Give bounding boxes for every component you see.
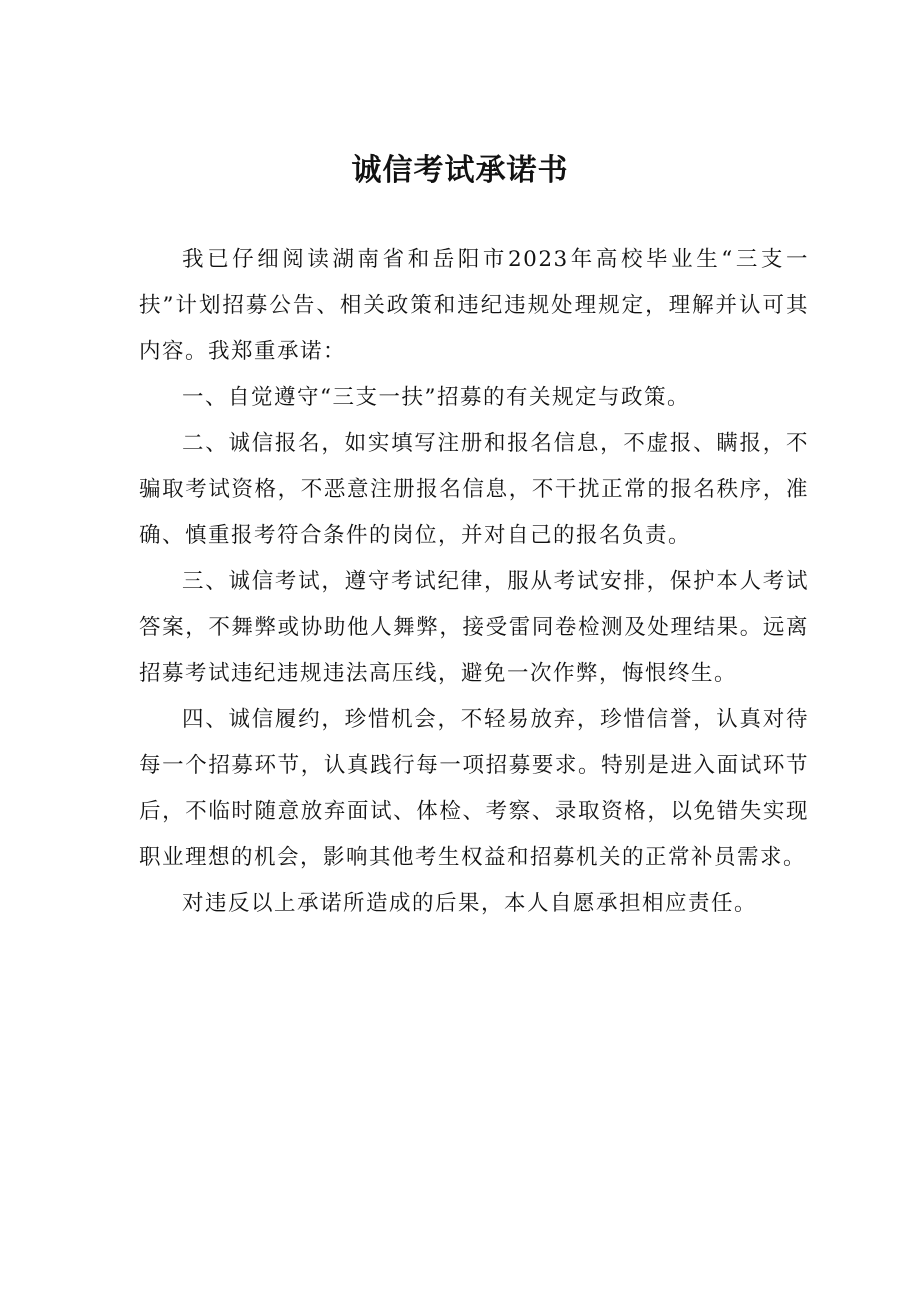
paragraph-pledge-3: 三、诚信考试，遵守考试纪律，服从考试安排，保护本人考试答案，不舞弊或协助他人舞弊，接受雷同卷检测及处理结果。远离招募考试违纪违规违法高压线，避免一次作弊，悔恨终生。 bbox=[139, 569, 809, 686]
paragraph-pledge-2: 二、诚信报名，如实填写注册和报名信息，不虚报、瞒报，不骗取考试资格，不恶意注册报名信息，不干扰正常的报名秩序，准确、慎重报考符合条件的岗位，并对自己的报名负责。 bbox=[139, 431, 809, 548]
document-title: 诚信考试承诺书 bbox=[351, 153, 569, 188]
paragraph-pledge-4: 四、诚信履约，珍惜机会，不轻易放弃，珍惜信誉，认真对待每一个招募环节，认真践行每一项招募要求。特别是进入面试环节后，不临时随意放弃面试、体检、考察、录取资格，以免错失实现职业理想的机会，影响其他考生权益和招募机关的正常补员需求。 bbox=[139, 707, 809, 870]
paragraph-pledge-1: 一、自觉遵守“三支一扶”招募的有关规定与政策。 bbox=[182, 385, 690, 410]
document-body bbox=[139, 237, 809, 927]
paragraph-intro: 我已仔细阅读湖南省和岳阳市2023年高校毕业生“三支一扶”计划招募公告、相关政策和违纪违规处理规定，理解并认可其内容。我郑重承诺： bbox=[139, 247, 809, 364]
paragraph-closing: 对违反以上承诺所造成的后果，本人自愿承担相应责任。 bbox=[182, 891, 758, 916]
